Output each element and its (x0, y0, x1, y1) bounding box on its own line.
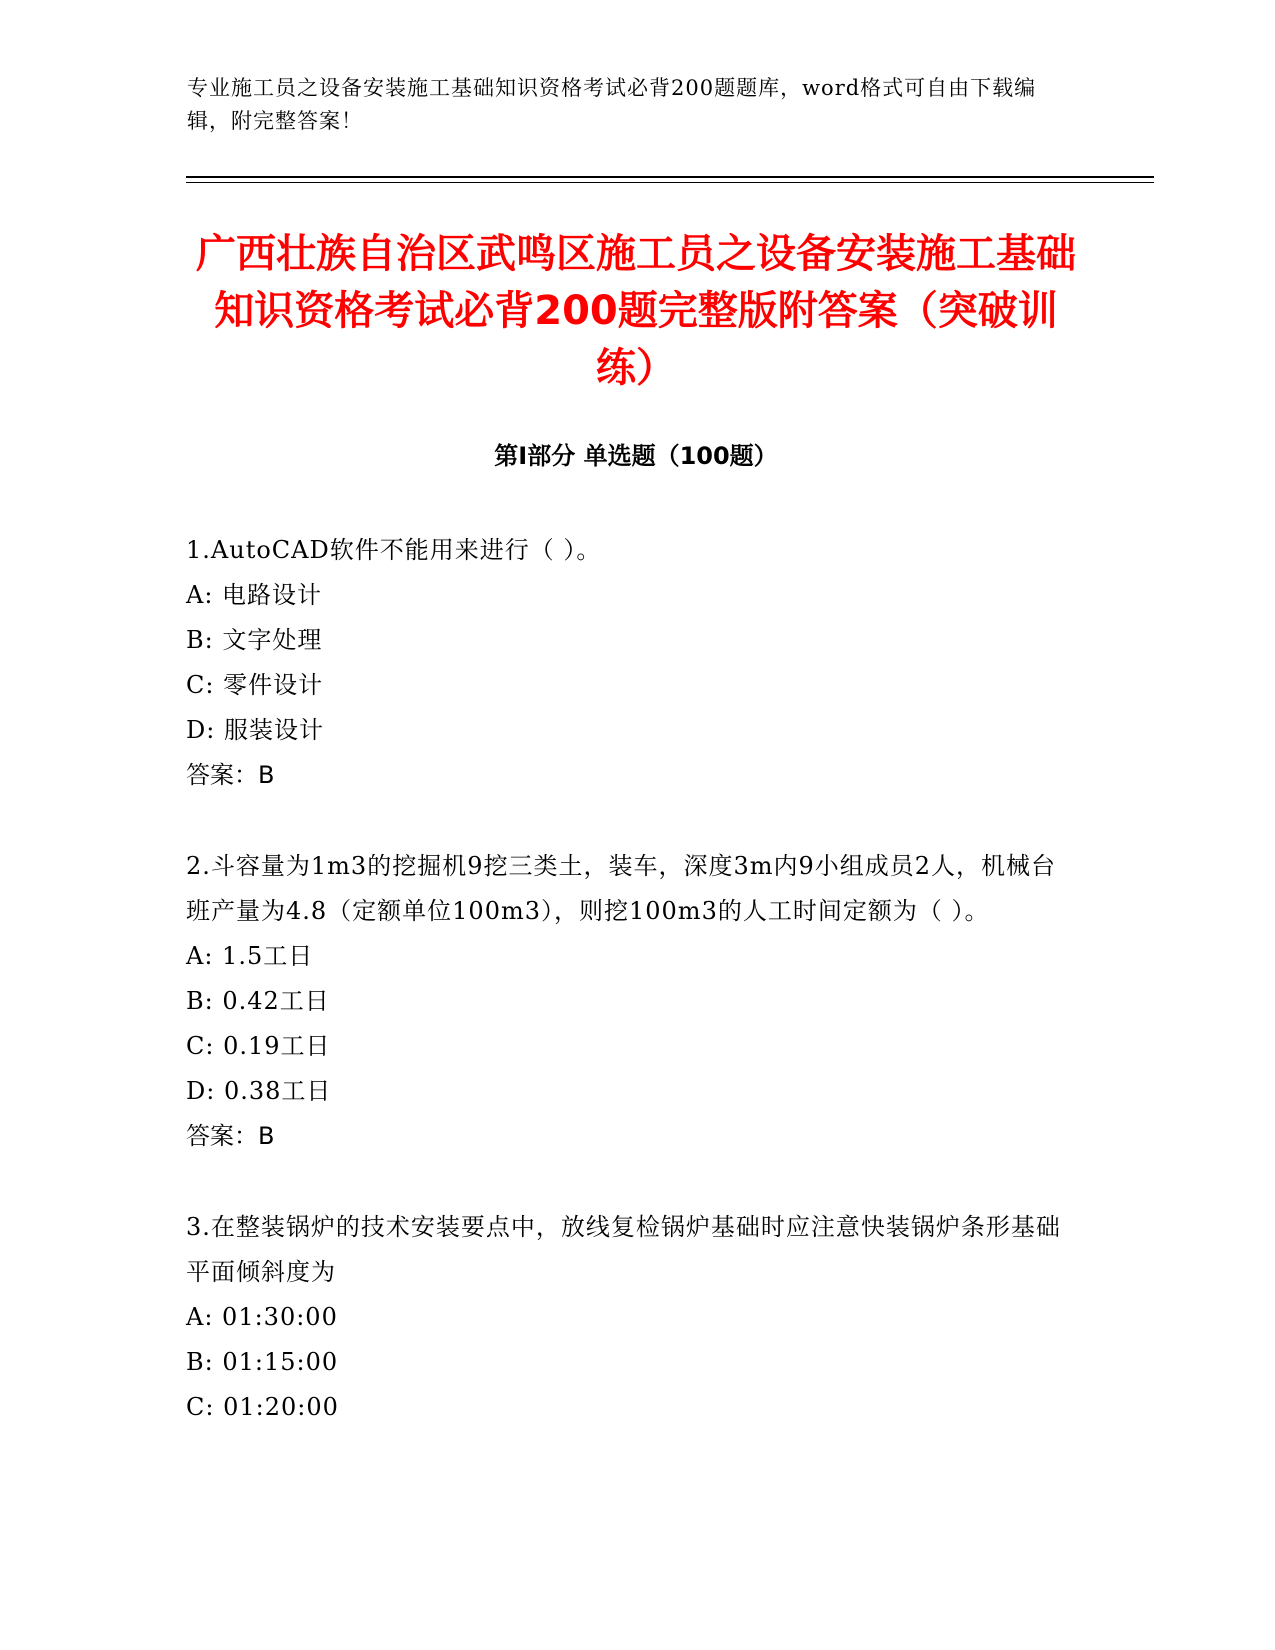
section-heading: 第I部分 单选题（100题） (494, 442, 778, 470)
question-stem: 2.斗容量为1m3的挖掘机9挖三类土，装车，深度3m内9小组成员2人，机械台班产量为4.8（定额单位100m3），则挖100m3的人工时间定额为（ ）。 (186, 852, 1057, 925)
option-a: A: 1.5工日 (186, 942, 314, 970)
question-2 (186, 844, 1066, 1159)
header-divider-thick (186, 176, 1154, 178)
answer-line: 答案：B (186, 1122, 275, 1150)
option-d: D: 服装设计 (186, 716, 324, 744)
document-title: 广西壮族自治区武鸣区施工员之设备安装施工基础知识资格考试必背200题完整版附答案（突破训练） (196, 231, 1076, 391)
option-c: C: 零件设计 (186, 671, 324, 699)
option-a: A: 01:30:00 (186, 1303, 338, 1331)
option-a: A: 电路设计 (186, 581, 323, 609)
question-stem: 1.AutoCAD软件不能用来进行（ ）。 (186, 536, 602, 564)
option-c: C: 01:20:00 (186, 1393, 339, 1421)
answer-line: 答案：B (186, 761, 275, 789)
header-note: 专业施工员之设备安装施工基础知识资格考试必背200题题库，word格式可自由下载编辑，附完整答案！ (187, 76, 1037, 133)
question-3 (186, 1205, 1066, 1430)
option-b: B: 01:15:00 (186, 1348, 339, 1376)
option-d: D: 0.38工日 (186, 1077, 332, 1105)
option-b: B: 文字处理 (186, 626, 323, 654)
question-list (186, 528, 1066, 1476)
question-1 (186, 528, 1066, 798)
option-b: B: 0.42工日 (186, 987, 330, 1015)
question-stem: 3.在整装锅炉的技术安装要点中，放线复检锅炉基础时应注意快装锅炉条形基础平面倾斜度为 (186, 1213, 1061, 1286)
option-c: C: 0.19工日 (186, 1032, 331, 1060)
header-divider-thin (186, 182, 1154, 183)
